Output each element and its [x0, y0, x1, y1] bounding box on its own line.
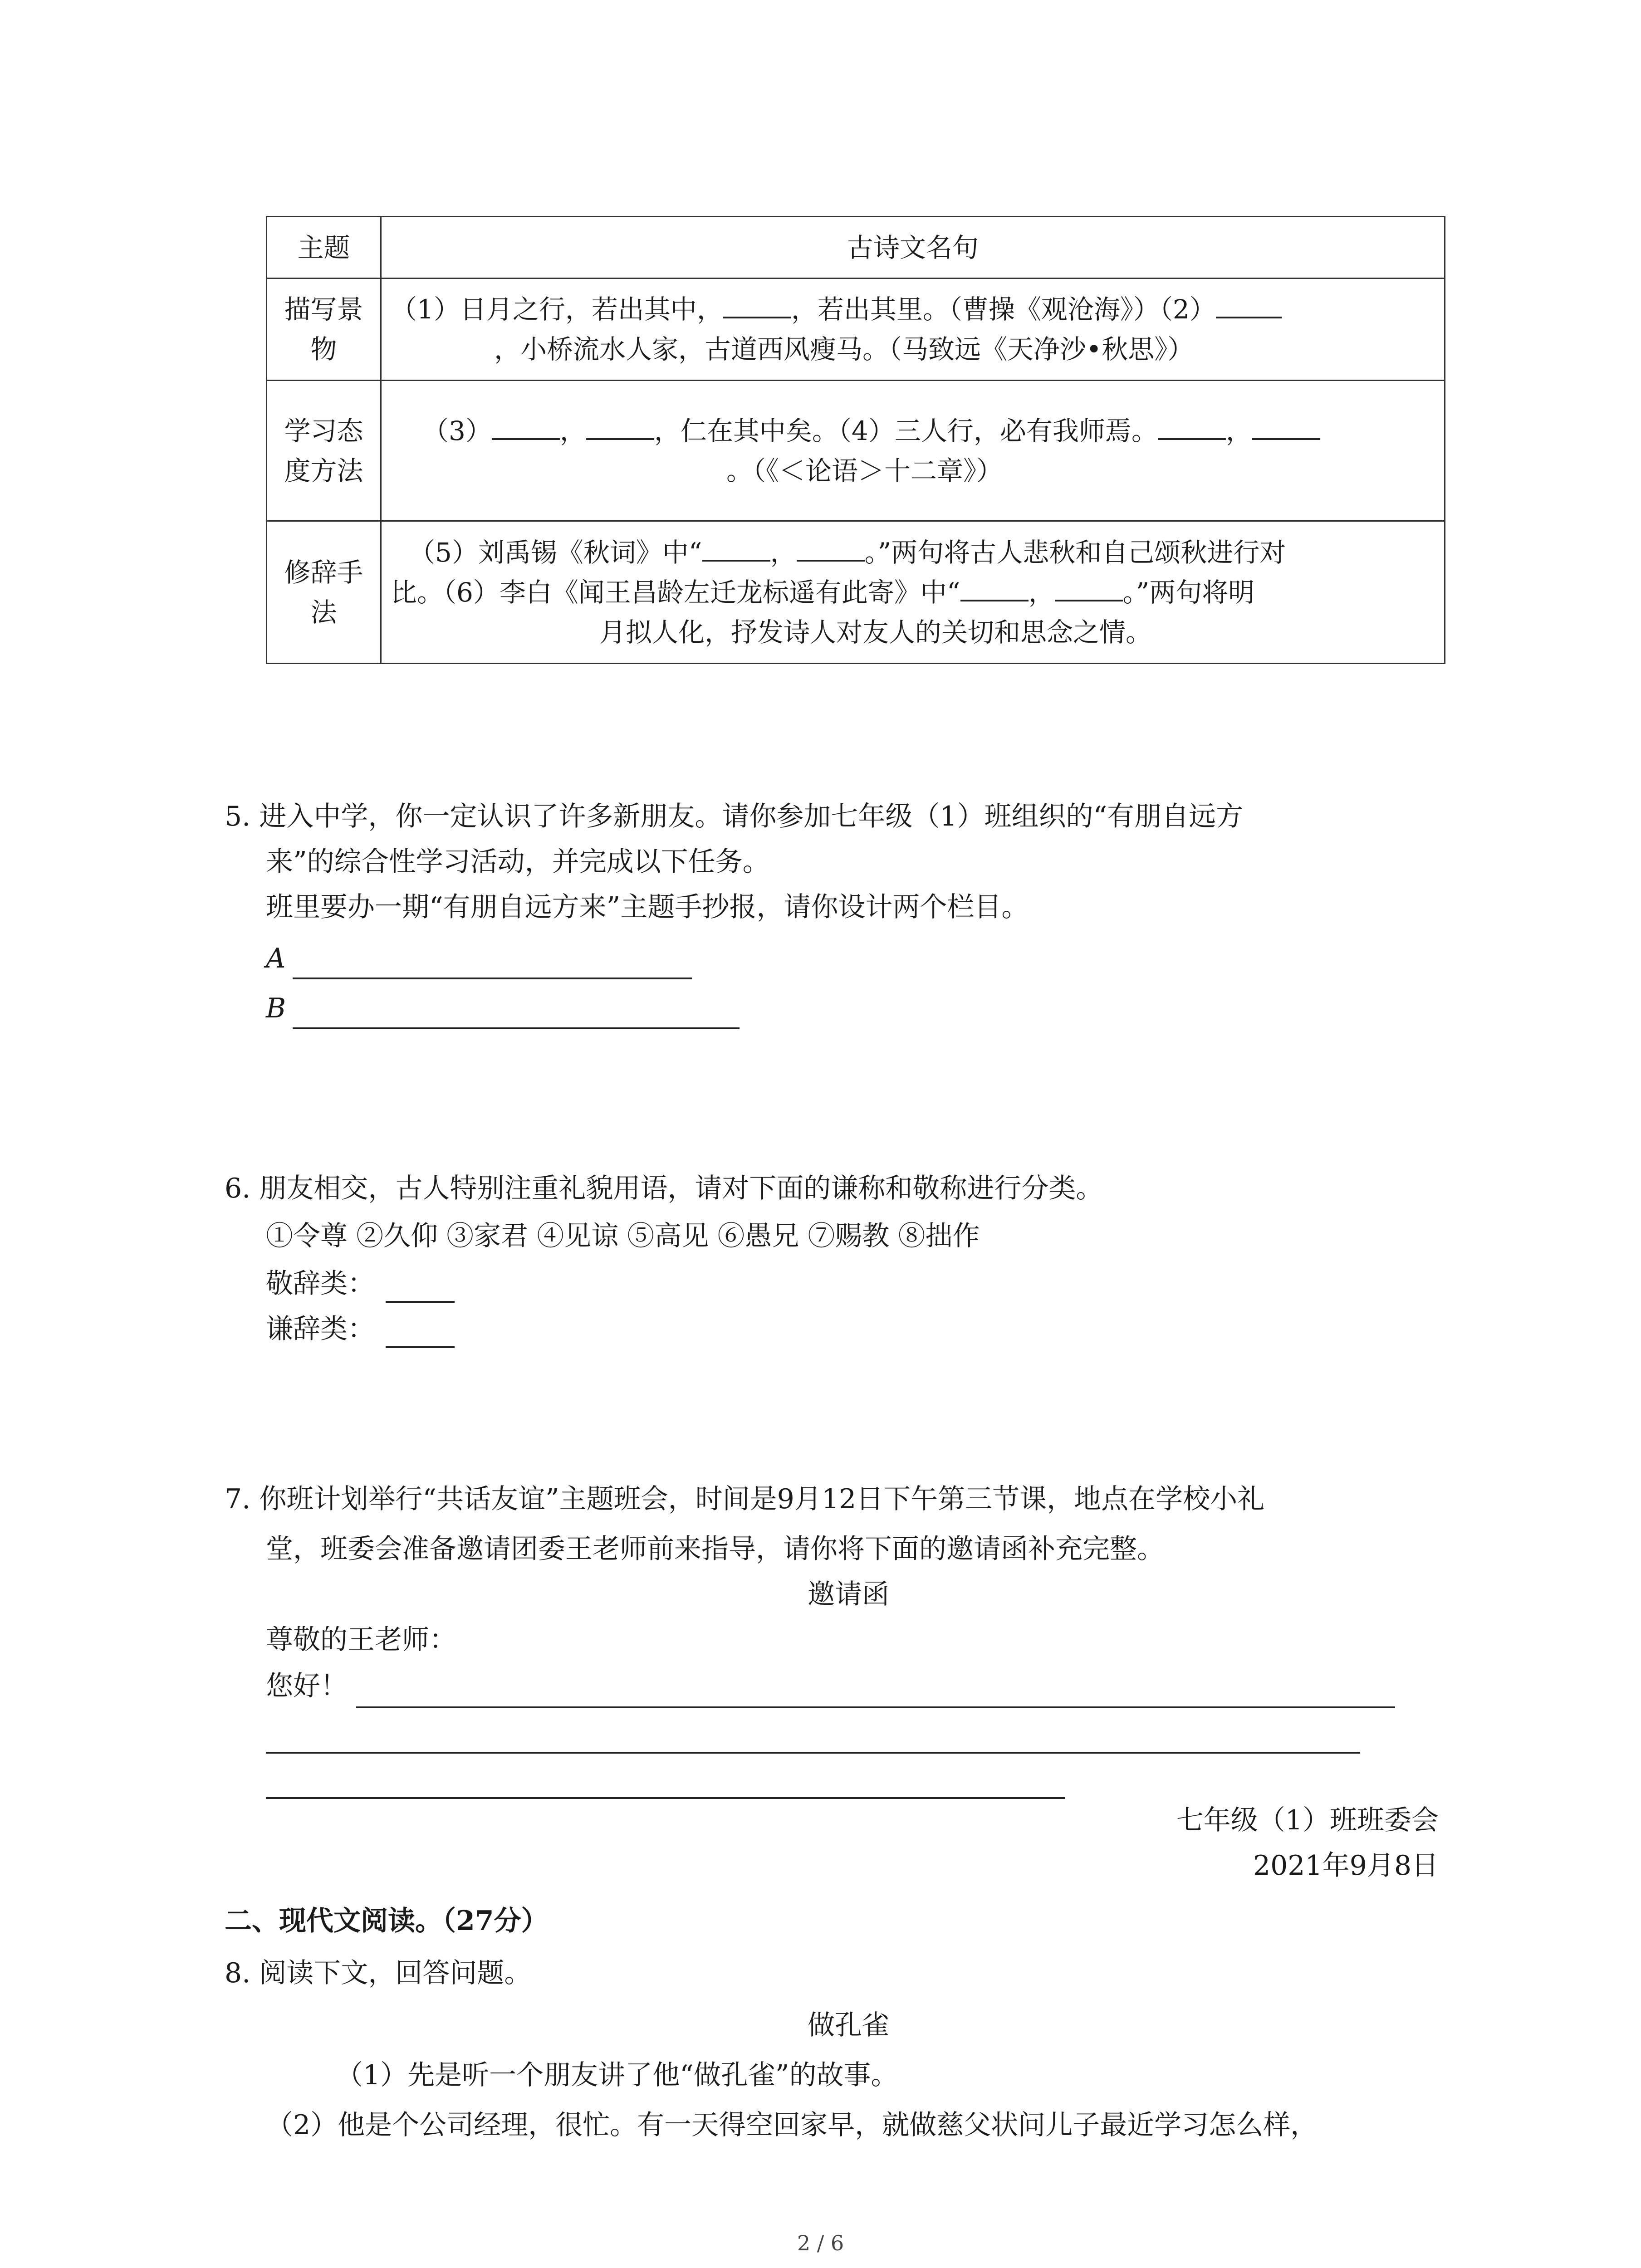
- q6-respect-blank[interactable]: [386, 1301, 455, 1303]
- text: 。（《＜论语＞十二章》）: [726, 455, 1003, 486]
- text: （1）日月之行，若出其中，: [391, 294, 723, 325]
- invitation-salutation: 尊敬的王老师：: [266, 1624, 456, 1656]
- invitation-answer-line-3[interactable]: [266, 1797, 1065, 1799]
- table-row: [267, 381, 1445, 521]
- invitation-signature: 七年级（1）班班委会: [1176, 1804, 1439, 1836]
- invitation-greeting: 您好！: [266, 1670, 348, 1702]
- q5-answer-line-b[interactable]: [293, 1027, 740, 1029]
- text: ，仁在其中矣。（4）三人行，必有我师焉。: [654, 415, 1158, 446]
- invitation-answer-line-2[interactable]: [266, 1752, 1360, 1754]
- answer-blank[interactable]: [586, 412, 654, 440]
- q6-humble-blank[interactable]: [386, 1346, 455, 1348]
- poem-table: [266, 216, 1445, 664]
- text: ，: [770, 537, 797, 568]
- q7-line2: 堂，班委会准备邀请团委王老师前来指导，请你将下面的邀请函补充完整。: [266, 1533, 1164, 1565]
- table-header-row: [267, 217, 1445, 279]
- text: ，小桥流水人家，古道西风瘦马。（马致远《天净沙•秋思》）: [494, 334, 1194, 365]
- text: （5）刘禹锡《秋词》中“: [409, 537, 702, 568]
- header-theme: 主题: [267, 217, 381, 279]
- text: ，: [1225, 415, 1252, 446]
- q5-answer-line-a[interactable]: [293, 978, 692, 979]
- q6-options: ①令尊 ②久仰 ③家君 ④见谅 ⑤高见 ⑥愚兄 ⑦赐教 ⑧拙作: [266, 1220, 980, 1252]
- article-paragraph-1: （1）先是听一个朋友讲了他“做孔雀”的故事。: [336, 2059, 898, 2091]
- q5-line1: 5. 进入中学，你一定认识了许多新朋友。请你参加七年级（1）班组织的“有朋自远方: [225, 801, 1244, 832]
- text: ，若出其里。（曹操《观沧海》）（2）: [791, 294, 1216, 325]
- answer-blank[interactable]: [797, 533, 865, 562]
- answer-blank[interactable]: [1158, 412, 1226, 440]
- article-paragraph-2: （2）他是个公司经理，很忙。有一天得空回家早，就做慈父状问儿子最近学习怎么样，: [266, 2109, 1318, 2141]
- text: （3）: [422, 415, 492, 446]
- answer-blank[interactable]: [960, 573, 1029, 601]
- invitation-answer-line-1[interactable]: [356, 1706, 1395, 1708]
- table-row: [267, 521, 1445, 664]
- text: 。”两句将古人悲秋和自己颂秋进行对: [864, 537, 1286, 568]
- table-row: [267, 279, 1445, 381]
- answer-blank[interactable]: [1252, 412, 1320, 440]
- q6-humble-label: 谦辞类：: [266, 1313, 375, 1345]
- row-theme: 修辞手法: [267, 521, 381, 664]
- row-content: [381, 279, 1445, 381]
- text: ，: [1028, 577, 1055, 608]
- text: 月拟人化，抒发诗人对友人的关切和思念之情。: [599, 616, 1152, 648]
- q5-line3: 班里要办一期“有朋自远方来”主题手抄报，请你设计两个栏目。: [266, 891, 1029, 923]
- page-number: 2 / 6: [797, 2231, 844, 2255]
- q6-line1: 6. 朋友相交，古人特别注重礼貌用语，请对下面的谦称和敬称进行分类。: [225, 1173, 1103, 1204]
- answer-blank[interactable]: [492, 412, 560, 440]
- row-content: [381, 521, 1445, 664]
- answer-blank[interactable]: [1216, 290, 1282, 318]
- row-theme: 描写景物: [267, 279, 381, 381]
- answer-blank[interactable]: [723, 290, 791, 318]
- q5-label-b: B: [266, 992, 286, 1024]
- invitation-title: 邀请函: [808, 1579, 889, 1610]
- article-title: 做孔雀: [808, 2009, 889, 2041]
- answer-blank[interactable]: [702, 533, 770, 562]
- invitation-date: 2021年9月8日: [1253, 1850, 1439, 1882]
- header-content: 古诗文名句: [381, 217, 1445, 279]
- q5-label-a: A: [266, 943, 286, 974]
- text: 比。（6）李白《闻王昌龄左迁龙标遥有此寄》中“: [391, 577, 960, 608]
- q7-line1: 7. 你班计划举行“共话友谊”主题班会，时间是9月12日下午第三节课，地点在学校小礼: [225, 1483, 1265, 1515]
- answer-blank[interactable]: [1055, 573, 1123, 601]
- q6-respect-label: 敬辞类：: [266, 1268, 375, 1300]
- section-heading: 二、现代文阅读。（27分）: [225, 1905, 549, 1937]
- q8-prompt: 8. 阅读下文，回答问题。: [225, 1957, 532, 1989]
- row-theme: 学习态度方法: [267, 381, 381, 521]
- row-content: [381, 381, 1445, 521]
- text: ，: [559, 415, 586, 446]
- text: 。”两句将明: [1122, 577, 1255, 608]
- q5-line2: 来”的综合性学习活动，并完成以下任务。: [266, 846, 770, 878]
